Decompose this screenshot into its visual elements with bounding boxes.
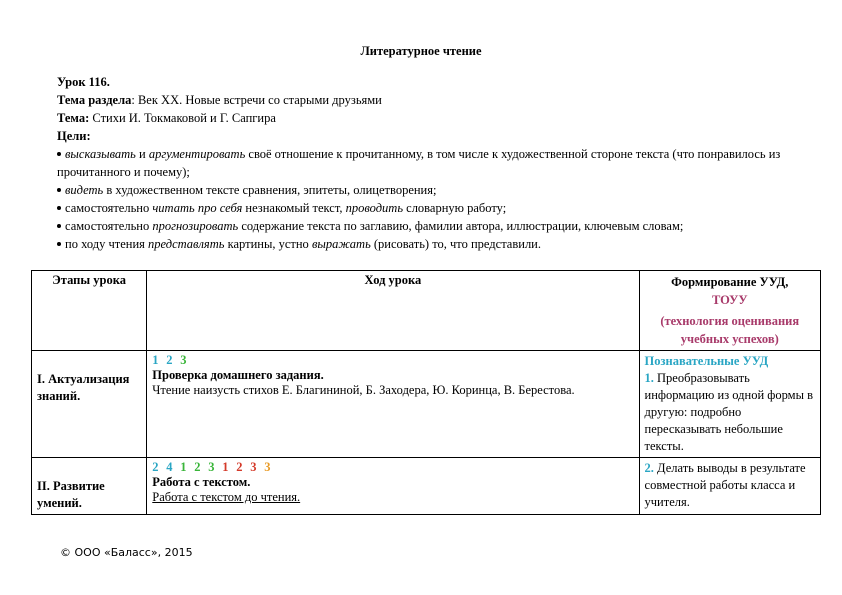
stage-label: I. Актуализация знаний. — [37, 372, 130, 403]
goal-text: самостоятельно — [65, 201, 153, 215]
lesson-topic — [57, 109, 797, 127]
goal-verb: представлять — [148, 237, 225, 251]
goal-verb: проводить — [345, 201, 404, 215]
level-number: 3 — [180, 353, 188, 367]
table-row — [32, 458, 821, 515]
goal-item — [57, 199, 797, 217]
uud-cell — [639, 458, 820, 515]
uud-item — [645, 370, 815, 455]
activity-text: Чтение наизусть стихов Е. Благининой, Б. Заходера, Ю. Коринца, В. Берестова. — [152, 383, 575, 397]
progress-cell — [147, 351, 639, 458]
uud-item-text: Преобразовывать информацию из одной формы в другую: подробно пересказывать небольшие тексты. — [644, 371, 814, 453]
goal-text: и — [135, 147, 149, 161]
level-number: 2 — [152, 460, 160, 474]
uud-item-number: 2. — [644, 461, 654, 475]
bullet-icon — [57, 242, 61, 246]
goal-text: (рисовать) то, что представили. — [370, 237, 541, 251]
level-number: 3 — [208, 460, 216, 474]
goal-verb: выражать — [311, 237, 371, 251]
level-number: 4 — [166, 460, 174, 474]
lesson-section — [57, 91, 797, 109]
level-numbers — [152, 353, 633, 368]
lesson-table — [31, 270, 821, 515]
bullet-icon — [57, 224, 61, 228]
level-number: 1 — [180, 460, 188, 474]
lesson-number: Урок 116. — [57, 75, 110, 89]
goal-text: в художественном тексте сравнения, эпитеты, олицетворения; — [103, 183, 437, 197]
table-header-row — [32, 271, 821, 351]
uud-item-number: 1. — [644, 371, 654, 385]
copyright-footer: © ООО «Баласс», 2015 — [60, 546, 193, 559]
goals-list — [57, 145, 797, 253]
goal-item — [57, 217, 797, 235]
header-stages: Этапы урока — [32, 271, 147, 351]
header-progress: Ход урока — [147, 271, 639, 351]
goal-text: самостоятельно — [65, 219, 153, 233]
bullet-icon — [57, 152, 61, 156]
goal-verb: читать про себя — [152, 201, 243, 215]
level-number: 1 — [222, 460, 230, 474]
bullet-icon — [57, 188, 61, 192]
level-number: 2 — [194, 460, 202, 474]
header-uud — [639, 271, 820, 351]
level-numbers — [152, 460, 633, 475]
goal-verb: аргументировать — [148, 147, 246, 161]
goal-text: своё отношение к прочитанному, в том числе к художественной стороне текста (что понравилось из прочитанного и почему); — [57, 147, 781, 179]
header-uud-line2: ТОУУ — [711, 293, 748, 307]
section-value: : Век XX. Новые встречи со старыми друзьями — [131, 93, 382, 107]
goal-item — [57, 145, 797, 181]
lesson-intro — [57, 73, 797, 253]
goal-verb: высказывать — [65, 147, 136, 161]
activity-heading: Работа с текстом. — [152, 475, 251, 489]
goal-verb: прогнозировать — [152, 219, 239, 233]
level-number: 3 — [250, 460, 258, 474]
activity-text: Работа с текстом до чтения. — [152, 490, 301, 504]
uud-title: Познавательные УУД — [644, 354, 769, 368]
uud-item — [645, 460, 815, 511]
goal-text: словарную работу; — [403, 201, 507, 215]
stage-cell — [32, 351, 147, 458]
header-uud-line3: (технология оценивания учебных успехов) — [660, 314, 800, 346]
level-number: 3 — [264, 460, 272, 474]
topic-value: Стихи И. Токмаковой и Г. Сапгира — [89, 111, 276, 125]
goal-item — [57, 181, 797, 199]
level-number: 2 — [236, 460, 244, 474]
goal-text: незнакомый текст, — [242, 201, 346, 215]
goal-text: содержание текста по заглавию, фамилии автора, иллюстрации, ключевым словам; — [238, 219, 684, 233]
progress-cell — [147, 458, 639, 515]
level-number: 2 — [166, 353, 174, 367]
uud-cell — [639, 351, 820, 458]
section-label: Тема раздела — [57, 93, 132, 107]
goal-text: по ходу чтения — [65, 237, 149, 251]
table-row — [32, 351, 821, 458]
bullet-icon — [57, 206, 61, 210]
goal-item — [57, 235, 797, 253]
activity-heading: Проверка домашнего задания. — [152, 368, 324, 382]
stage-label: II. Развитие умений. — [37, 479, 105, 510]
goal-text: картины, устно — [224, 237, 312, 251]
page-title: Литературное чтение — [360, 44, 482, 58]
topic-label: Тема: — [57, 111, 90, 125]
header-uud-line1: Формирование УУД, — [671, 275, 789, 289]
level-number: 1 — [152, 353, 160, 367]
stage-cell — [32, 458, 147, 515]
uud-item-text: Делать выводы в результате совместной работы класса и учителя. — [644, 461, 806, 509]
goals-label: Цели: — [57, 129, 91, 143]
goal-verb: видеть — [65, 183, 104, 197]
